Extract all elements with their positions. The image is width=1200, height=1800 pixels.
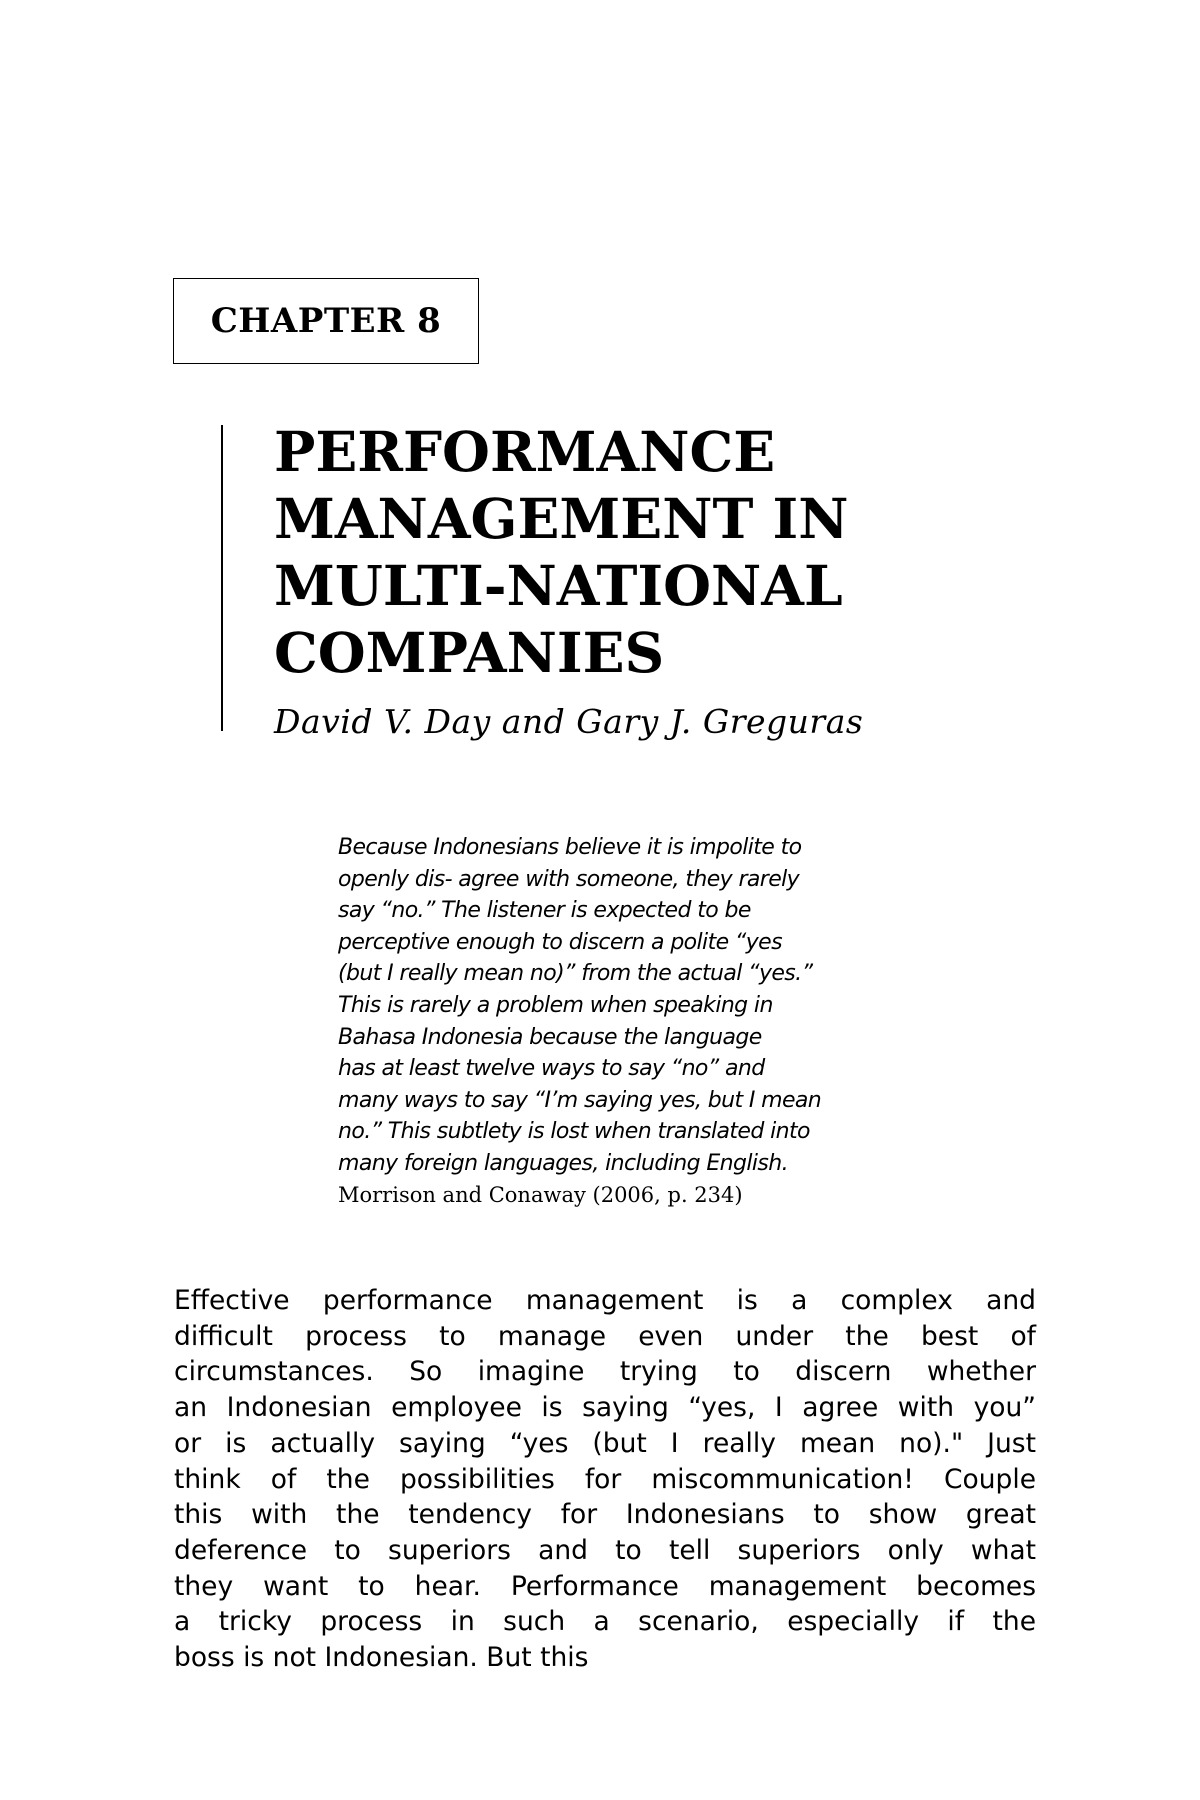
epigraph-line: no.” This subtlety is lost when translated into xyxy=(338,1119,810,1145)
chapter-label-box xyxy=(173,278,479,364)
epigraph-line: many foreign languages, including English. xyxy=(338,1150,788,1176)
body-line: Effective performance management is a complex and xyxy=(174,1285,1036,1316)
chapter-authors: David V. Day and Gary J. Greguras xyxy=(274,702,864,741)
body-line: difficult process to manage even under the best of xyxy=(174,1320,1036,1352)
body-line: a tricky process in such a scenario, especially if the xyxy=(174,1606,1036,1638)
epigraph-line: perceptive enough to discern a polite “yes xyxy=(338,929,782,955)
body-line: think of the possibilities for miscommunication! Couple xyxy=(174,1463,1036,1495)
body-line: this with the tendency for Indonesians to show great xyxy=(174,1499,1036,1531)
body-line: an Indonesian employee is saying “yes, I agree with you” xyxy=(174,1392,1036,1424)
body-paragraph xyxy=(174,1283,1036,1676)
epigraph-line: (but I really mean no)” from the actual “yes.” xyxy=(338,961,813,987)
chapter-title-line: MULTI-NATIONAL xyxy=(274,553,843,618)
chapter-label: CHAPTER 8 xyxy=(210,301,442,341)
epigraph-line: Because Indonesians believe it is impolite to xyxy=(338,835,802,860)
chapter-title-line: MANAGEMENT IN xyxy=(274,486,849,551)
epigraph-line: openly dis- agree with someone, they rarely xyxy=(338,866,800,892)
chapter-title-line: PERFORMANCE xyxy=(274,419,776,484)
epigraph-line: Bahasa Indonesia because the language xyxy=(338,1024,762,1050)
body-line: boss is not Indonesian. But this xyxy=(174,1642,589,1674)
epigraph-line: This is rarely a problem when speaking in xyxy=(338,992,773,1018)
epigraph-quote xyxy=(338,832,908,1211)
body-line: deference to superiors and to tell superiors only what xyxy=(174,1534,1036,1566)
epigraph-line: many ways to say “I’m saying yes, but I mean xyxy=(338,1087,822,1113)
epigraph-line: has at least twelve ways to say “no” and xyxy=(338,1056,765,1082)
body-line: circumstances. So imagine trying to discern whether xyxy=(174,1356,1036,1388)
epigraph-line: say “no.” The listener is expected to be xyxy=(338,898,751,924)
epigraph-source: Morrison and Conaway (2006, p. 234) xyxy=(338,1182,743,1207)
body-line: they want to hear. Performance management becomes xyxy=(174,1570,1036,1602)
chapter-title-line: COMPANIES xyxy=(274,620,665,685)
title-vertical-rule xyxy=(221,425,223,731)
body-line: or is actually saying “yes (but I really mean no)." Just xyxy=(174,1427,1036,1459)
chapter-title-block xyxy=(274,418,1034,744)
